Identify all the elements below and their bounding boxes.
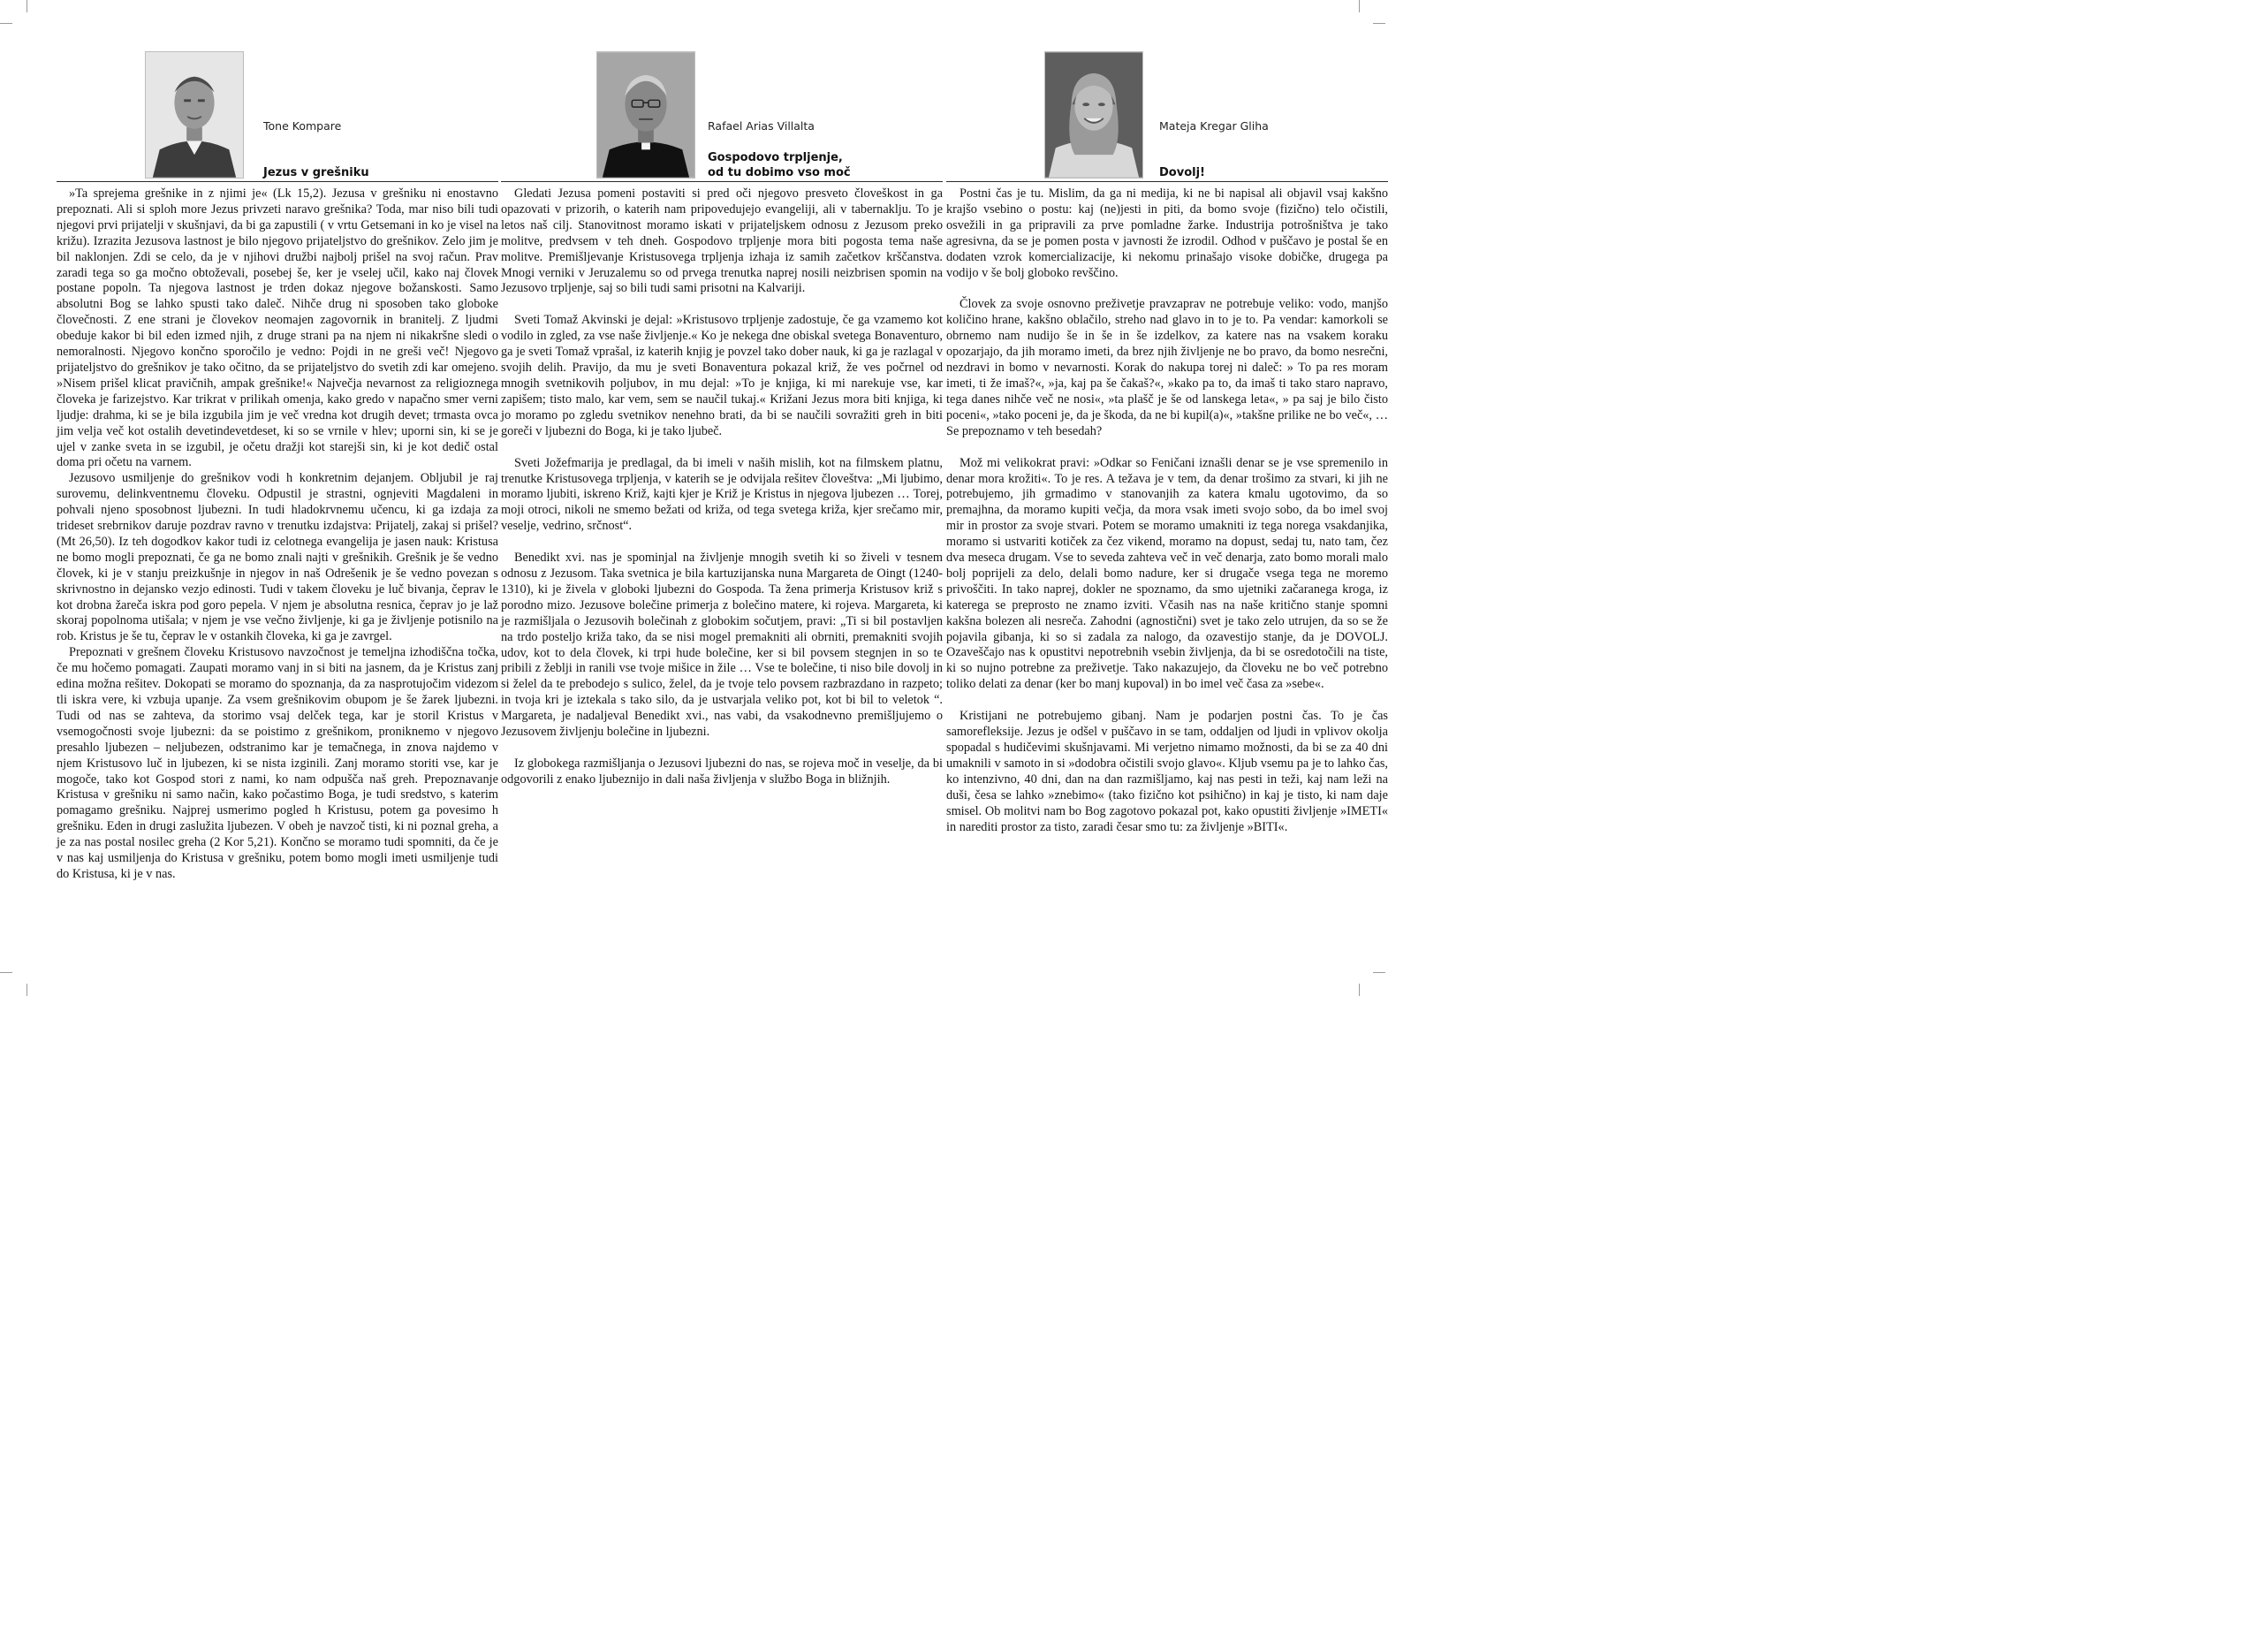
divider — [946, 181, 1388, 182]
crop-mark — [1373, 972, 1385, 973]
article-title: Gospodovo trpljenje, od tu dobimo vso moč — [708, 151, 851, 179]
article-body — [57, 186, 498, 883]
crop-mark — [1359, 984, 1360, 996]
paragraph: Sveti Tomaž Akvinski je dejal: »Kristusovo trpljenje zadostuje, če ga vzamemo kot vodilo in zgled, za vse naše življenje.« Ko je nekega dne obiskal svetega Bonaventuro, ga je sveti Tomaž vprašal, iz katerih knjig je povzel tako dober nauk, ki ga je razlagal v svojih delih. Pravijo, da mu je sveti Bonaventura pokazal križ, že ves počrnel od mnogih svetnikovih poljubov, in mu dejal: »To je knjiga, ki mi narekuje vse, kar zapišem; tisto malo, kar vem, sem se naučil tukaj.« Križani Jezus mora biti knjiga, ki jo moramo po zgledu svetnikov nenehno brati, da bi se naučili sovražiti greh in biti goreči v ljubezni do Boga, ki je tako ljubeč. — [501, 313, 943, 438]
paragraph: Gledati Jezusa pomeni postaviti si pred oči njegovo presveto človeškost in ga opazovati v prizorih, o katerih nam pripovedujejo evangeliji, ali v tabernaklju. To je letos naš cilj. Stanovitnost moramo iskati v prijateljskem odnosu z Jezusom preko molitve, predvsem v teh dneh. Gospodovo trpljenje mora biti pogosta tema naše molitve. Premišljevanje Kristusovega trpljenja izhaja iz samih začetkov krščanstva. Mnogi verniki v Jeruzalemu so od prvega trenutka naprej nosili neizbrisen spomin na Jezusovo trpljenje, saj so bili tudi sami prisotni na Kalvariji. — [501, 186, 943, 296]
article-body — [501, 186, 943, 788]
article-header — [501, 51, 943, 180]
portrait-icon — [1044, 51, 1143, 179]
crop-mark — [0, 972, 12, 973]
author-name: Tone Kompare — [263, 119, 342, 133]
portrait-icon — [596, 51, 695, 179]
paragraph: Prepoznati v grešnem človeku Kristusovo navzočnost je temeljna izhodiščna točka, če mu hočemo pomagati. Zaupati moramo vanj in si biti na jasnem, da je Kristus zanj edina možna rešitev. Dokopati se moramo do spoznanja, da za nasprotujočim videzom tli iskra vere, ki vzbuja upanje. Za vsem grešnikovim obupom je še žarek ljubezni. Tudi od nas se zahteva, da storimo vsaj delček tega, kar je storil Kristus v vsemogočnosti svoje ljubezni: da se poistimo z grešnikom, proniknemo v njegovo presahlo ljubezen – neljubezen, odstranimo kar je temačnega, in znova najdemo v njem Kristusovo luč in ljubezen, ki se nista izginili. Zanj moramo storiti vse, kar je mogoče, tako kot Gospod stori z nami, ko nam odpušča naš greh. Prepoznavanje Kristusa v grešniku ni samo način, kako počastimo Boga, je tudi sredstvo, s katerim pomagamo grešniku. Najprej usmerimo pogled h Kristusu, potem ga povesimo h grešniku. Eden in drugi zaslužita ljubezen. V obeh je navzoč tisti, ki ni poznal greha, a je za nas postal nosilec greha (2 Kor 5,21). Končno se moramo tudi spomniti, da če je v nas kaj usmiljenja do Kristusa v grešniku, potem bomo mogli imeti usmiljenje tudi do Kristusa, ki je v nas. — [57, 645, 498, 881]
crop-mark — [1359, 0, 1360, 12]
paragraph: Kristijani ne potrebujemo gibanj. Nam je podarjen postni čas. To je čas samorefleksije. Jezus je odšel v puščavo in se tam, oddaljen od ljudi in vplivov okolja spopadal s hudičevimi skušnjavami. Mi verjetno nimamo možnosti, da bi se za 40 dni umaknili v samoto in si »dodobra očistili svojo glavo«. Kljub vsemu pa je to lahko čas, ko intenzivno, 40 dni, dan na dan razmišljamo, kaj nas pesti in teži, kaj nam leži na duši, česa se lahko »znebimo« (tako fizično kot psihično) in kaj je tisto, ki nam daje smisel. Ob molitvi nam bo Bog zagotovo pokazal pot, kako opustiti življenje »IMETI« in narediti prostor za tisto, zaradi česar smo tu: za življenje »BITI«. — [946, 709, 1388, 834]
article-title: Dovolj! — [1159, 166, 1205, 179]
crop-mark — [0, 23, 12, 24]
article-header — [946, 51, 1388, 180]
paragraph: Postni čas je tu. Mislim, da ga ni medija, ki ne bi napisal ali objavil vsaj kakšno krajšo vsebino o postu: kaj (ne)jesti in piti, da bomo svoje (fizično) telo očistili, osvežili in ga pripravili za prve pomladne žarke. Industrija potrošništva je tako agresivna, da se je pomen posta v javnosti že izrodil. Odhod v puščavo je postal še en dodaten vzrok komercializacije, ki nekomu prinašajo visoke dobičke, drugega pa vodijo v še bolj globoko revščino. — [946, 186, 1388, 280]
article-header — [57, 51, 498, 180]
paragraph: Mož mi velikokrat pravi: »Odkar so Feničani iznašli denar se je vse spremenilo in denar mora krožiti«. To je res. A težava je v tem, da denar trošimo za stvari, ki jih ne potrebujemo, jih grmadimo v stanovanjih za katera kmalu ugotovimo, da so premajhna, da moramo kupiti večja, da mora vsak imeti svojo sobo, da bo imel svoj mir in prostor za svoje stvari. Potem se moramo umakniti iz tega norega vsakdanjika, moramo si ustvariti kotiček za čez vikend, moramo na dopust, sedaj tu, nato tam, čez dva meseca drugam. Vse to seveda zahteva več in več denarja, zato bomo morali malo bolj poprijeli za delo, delali bomo nadure, ker si drugače vsega tega ne moremo privoščiti. In tako naprej, dokler ne spoznamo, da smo ujetniki začaranega kroga, iz katerega se preprosto ne znamo izviti. Včasih nas na naše kritično stanje spomni kakšna bolezen ali nesreča. Zahodni (agnostični) svet je tako zelo utrujen, da so se že pojavila gibanja, ki so si zadala za nalogo, da ozavestijo stanje, da je DOVOLJ. Ozaveščajo nas k opustitvi nepotrebnih vsebin življenja, da bi se osredotočili na tiste, ki so nujno potrebne za preživetje. Tako nakazujejo, da človeku ne bo več potrebno toliko delati za denar (ker bo manj kupoval) in bo imel več časa za »sebe«. — [946, 455, 1388, 692]
divider — [57, 181, 498, 182]
paragraph: Sveti Jožefmarija je predlagal, da bi imeli v naših mislih, kot na filmskem platnu, trenutke Kristusovega trpljenja, v katerih se je odvijala rešitev človeštva: „Mi ljubimo, moramo ljubiti, iskreno Križ, kajti kjer je Križ je Kristus in njegova ljubezen … Torej, moji otroci, nikoli ne smemo bežati od križa, od tega svetega križa, kjer srečamo mir, veselje, vedrino, srčnost“. — [501, 455, 943, 534]
article-column — [946, 51, 1388, 835]
portrait-icon — [145, 51, 244, 179]
crop-mark — [1373, 23, 1385, 24]
paragraph: Iz globokega razmišljanja o Jezusovi ljubezni do nas, se rojeva moč in veselje, da bi odgovorili z enako ljubeznijo in dali naša življenja v službo Boga in bližnjih. — [501, 756, 943, 787]
paragraph: Benedikt xvi. nas je spominjal na življenje mnogih svetih ki so živeli v tesnem odnosu z Jezusom. Taka svetnica je bila kartuzijanska nuna Margareta de Oingt (1240-1310), ki je živela v globoki ljubezni do Gospoda. Ta žena primerja Kristusov križ s porodno mizo. Jezusove bolečine primerja z bolečino matere, ki rojeva. Margareta, ki je razmišljala o Jezusovih bolečinah z globokim sočutjem, pravi: „Ti si bil postavljen na trdo posteljo križa tako, da se nisi mogel premakniti ali obrniti, premakniti svojih udov, kot to dela človek, ki trpi hude bolečine, ker si bil povsem stegnjen in so te pribili z žeblji in ranili vse tvoje mišice in žile … Vse te bolečine, ti niso bile dovolj in si želel da te prebodejo s sulico, želel, da je tvoje telo povsem razbrazdano in razpeto; in tvoja kri je iztekala s tako silo, da je ustvarjala veliko pot, kot bi bil to veletok “. Margareta, je nadaljeval Benedikt xvi., nas vabi, da vsakodnevno premišljujemo o Jezusovem življenju bolečine in ljubezni. — [501, 551, 943, 740]
paragraph: »Ta sprejema grešnike in z njimi je« (Lk 15,2). Jezusa v grešniku ni enostavno prepoznati. Ali si sploh more Jezus privzeti naravo grešnika? Toda, mar niso bili tudi njegovi prvi prijatelji v skušnjavi, da bi ga zapustili ( v vrtu Getsemani in ko je visel na križu). Izrazita Jezusova lastnost je bilo njegovo prijateljstvo do grešnikov. Zelo jim je bil naklonjen. Zdi se celo, da je v njihovi družbi najbolj prišel na svoj račun. Prav zaradi tega so ga močno obtoževali, posebej še, ker je vselej učil, kako naj človek postane popoln. Ta njegova lastnost je trden dokaz njegove božanskosti. Samo absolutni Bog se lahko spusti tako daleč. Nihče drug ni sposoben tako globoke človečnosti. Z ene strani je človekov neomajen zagovornik in branitelj. Z ljudmi obeduje kakor bi bil eden izmed njih, z druge strani pa na njem ni nikakršne sledi o nemoralnosti. Njegovo končno sporočilo je vedno: Pojdi in ne greši več! Njegovo prijateljstvo do grešnikov je tako očitno, da se prijateljstvo do svetih zdi kar omejeno. »Nisem prišel klicat pravičnih, ampak grešnike!« Največja nevarnost za religioznega človeka je farizejstvo. Kar trikrat v prilikah omenja, kako gredo v napačno smer verni ljudje: drahma, ki se je bila izgubila jim je več vredna kot drugih devet; trmasta ovca jim velja več kot ostalih devetindevetdeset, ki so se vrnile v hlev; uporni sin, ki se je ujel v zanke sveta in se izgubil, je očetu dražji kot starejši sin, ki je kot dedič ostal doma pri očetu na varnem. — [57, 186, 498, 470]
divider — [501, 181, 943, 182]
author-name: Rafael Arias Villalta — [708, 119, 815, 133]
paragraph: Jezusovo usmiljenje do grešnikov vodi h konkretnim dejanjem. Obljubil je raj surovemu, delinkventnemu človeku. Odpustil je strastni, ognjeviti Magdaleni in pohvali njeno sposobnost ljubezni. In tudi hladokrvnemu učencu, ki ga izdaja za trideset srebrnikov daruje pozdrav ravno v trenutku izdajstva: Prijatelj, zakaj si prišel? (Mt 26,50). Iz teh dogodkov kakor tudi iz celotnega evangelija je jasen nauk: Kristusa ne bomo mogli prepoznati, če ga ne bomo znali najti v grešnikih. Grešnik je še vedno človek, ki je v stanju preizkušnje in njegov in naš Odrešenik je še vedno povezan s skrivnostno in dejansko vezjo edinosti. Tudi v takem človeku je luč bivanja, čeprav le kot drobna žareča iskra pod goro pepela. V njem je absolutna resnica, čeprav jo je laž skoraj popolnoma utišala; v njem je vse večno življenje, ki ga je življenje potisnilo na rob. Kristus je še tu, čeprav le v ostankih človeka, ki ga je zavrgel. — [57, 471, 498, 644]
author-name: Mateja Kregar Gliha — [1159, 119, 1269, 133]
paragraph: Človek za svoje osnovno preživetje pravzaprav ne potrebuje veliko: vodo, manjšo količino hrane, kakšno oblačilo, streho nad glavo in to je to. Pa vendar: kamorkoli se obrnemo nam nudijo še in še in še izdelkov, za katere nas na vsakem koraku opozarjajo, da jih moramo imeti, da brez njih življenje ne bo pravo, da bomo nesrečni, nezdravi in bomo v nevarnosti. Korak do nakupa torej ni daleč: » To pa res moram imeti, ti že imaš?«, »ja, kaj pa še čakaš?«, »kako pa to, da imaš ti tako staro napravo, tega danes nihče več ne nosi«, »ta plašč je še od lanskega leta«, » pa saj je bilo čisto poceni«, »tako poceni je, da je škoda, da ne bi kupil(a)«, »takšne prilike ne bo več«, … Se prepoznamo v teh besedah? — [946, 297, 1388, 438]
article-column — [57, 51, 498, 883]
article-title: Jezus v grešniku — [263, 166, 369, 179]
article-body — [946, 186, 1388, 835]
article-column — [501, 51, 943, 788]
